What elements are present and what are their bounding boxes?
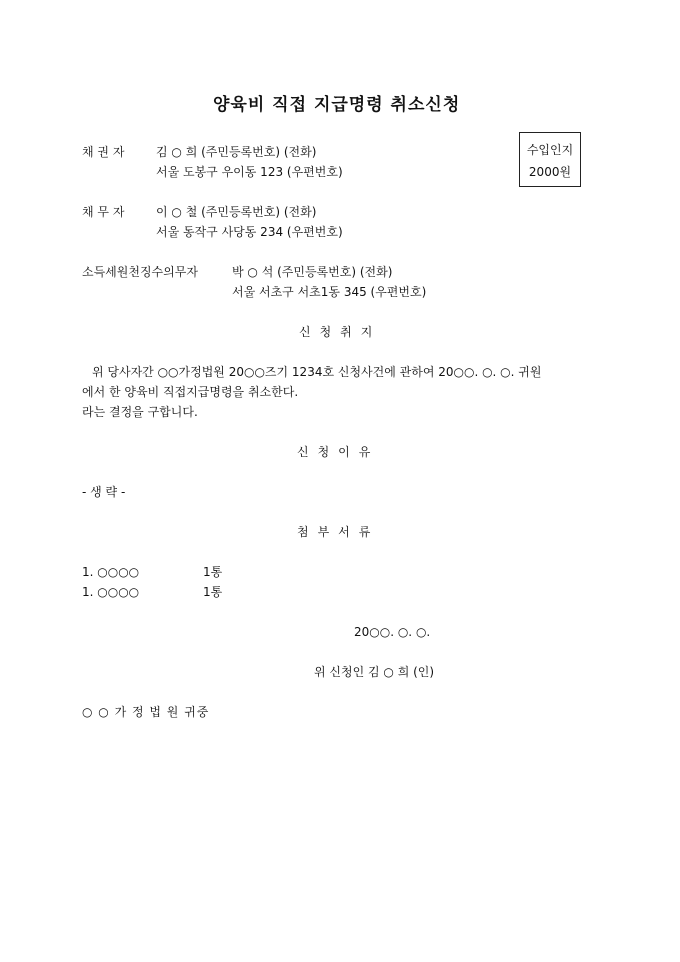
purpose-line: 에서 한 양육비 직접지급명령을 취소한다. bbox=[82, 385, 299, 399]
document-title: 양육비 직접 지급명령 취소신청 bbox=[213, 95, 461, 115]
attachment-count: 1통 bbox=[203, 585, 223, 599]
creditor-name: 김 ○ 희 (주민등록번호) (전화) bbox=[156, 145, 317, 159]
reason-body: - 생 략 - bbox=[82, 485, 126, 499]
attachment-name: 1. ○○○○ bbox=[82, 565, 140, 579]
purpose-heading: 신청취지 bbox=[299, 325, 382, 339]
withholder-label: 소득세원천징수의무자 bbox=[82, 265, 198, 279]
creditor-address: 서울 도봉구 우이동 123 (우편번호) bbox=[156, 165, 343, 179]
debtor-name: 이 ○ 철 (주민등록번호) (전화) bbox=[156, 205, 317, 219]
purpose-line: 위 당사자간 ○○가정법원 20○○즈기 1234호 신청사건에 관하여 20○○. ○. ○. 귀원 bbox=[92, 365, 542, 379]
attachments-heading: 첨부서류 bbox=[297, 525, 380, 539]
reason-heading: 신청이유 bbox=[297, 445, 380, 459]
attachment-count: 1통 bbox=[203, 565, 223, 579]
withholder-name: 박 ○ 석 (주민등록번호) (전화) bbox=[232, 265, 393, 279]
debtor-address: 서울 동작구 사당동 234 (우편번호) bbox=[156, 225, 343, 239]
application-date: 20○○. ○. ○. bbox=[354, 625, 431, 639]
stamp-amount: 2000원 bbox=[528, 165, 572, 179]
purpose-line: 라는 결정을 구합니다. bbox=[82, 405, 198, 419]
applicant-signature: 위 신청인 김 ○ 희 (인) bbox=[314, 665, 435, 679]
withholder-address: 서울 서초구 서초1동 345 (우편번호) bbox=[232, 285, 427, 299]
attachment-name: 1. ○○○○ bbox=[82, 585, 140, 599]
debtor-label: 채 무 자 bbox=[82, 205, 125, 219]
stamp-label: 수입인지 bbox=[526, 143, 574, 157]
addressee-court: ○ ○ 가 정 법 원 귀중 bbox=[82, 705, 210, 719]
creditor-label: 채 권 자 bbox=[82, 145, 125, 159]
revenue-stamp-box bbox=[519, 132, 581, 187]
